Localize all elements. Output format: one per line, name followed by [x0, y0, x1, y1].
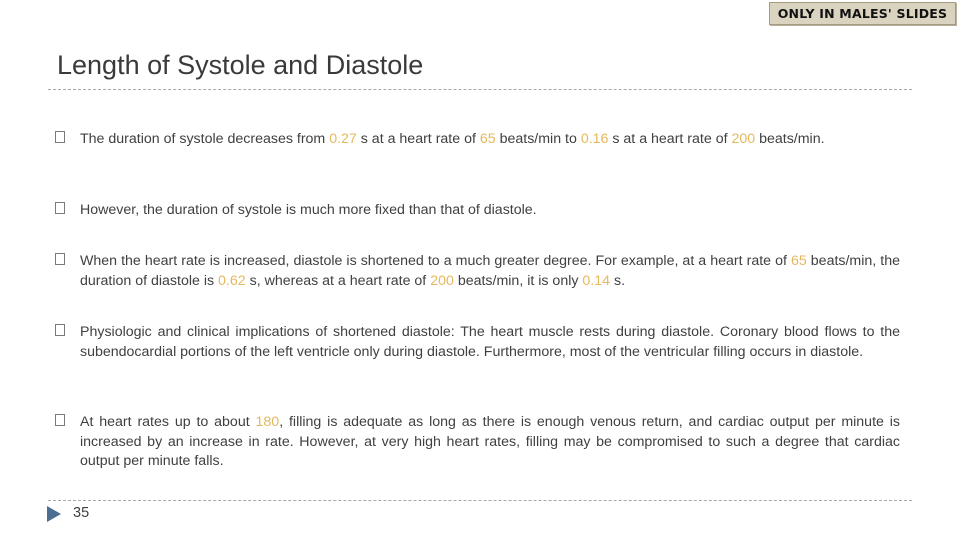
bullet-text-segment: s at a heart rate of	[608, 131, 732, 147]
footer-arrow-icon	[47, 506, 61, 522]
bullet-marker-icon	[55, 414, 65, 426]
bullet-item	[55, 413, 900, 472]
bullet-item	[55, 323, 900, 362]
bullet-text-segment: s at a heart rate of	[356, 131, 480, 147]
highlighted-value: 0.62	[218, 272, 246, 289]
bullet-item	[55, 252, 900, 291]
bullet-text-segment: s, whereas at a heart rate of	[245, 272, 431, 289]
slide-title: Length of Systole and Diastole	[57, 50, 424, 80]
highlighted-value: 0.16	[580, 131, 609, 147]
bullet-text	[80, 323, 900, 362]
highlighted-value: 65	[479, 131, 496, 147]
title-divider	[48, 89, 912, 90]
bullet-text	[80, 130, 900, 150]
bullet-marker-icon	[55, 253, 65, 265]
highlighted-value: 65	[790, 253, 807, 269]
highlighted-value: 200	[430, 272, 454, 289]
bullet-marker-icon	[55, 202, 65, 214]
bullet-text-segment: s.	[610, 272, 626, 289]
bullet-text-segment: beats/min.	[755, 131, 825, 147]
bullet-item	[55, 130, 900, 150]
highlighted-value: 200	[731, 131, 756, 147]
bullet-marker-icon	[55, 131, 65, 143]
page-number: 35	[73, 505, 90, 521]
highlighted-value: 0.27	[329, 131, 357, 147]
highlighted-value: 0.14	[582, 272, 611, 289]
bullet-text	[80, 252, 900, 291]
only-in-males-slides-badge: ONLY IN MALES' SLIDES	[769, 2, 956, 25]
bullet-text-segment: , filling is adequate as long as there is enough venous return, and cardiac output per minute is increased by an increase in rate. However, at very high heart rates, filling may be compromised to such a degree that cardiac output per minute falls.	[80, 414, 900, 470]
bullet-text-segment: beats/min to	[495, 131, 581, 147]
bullet-marker-icon	[55, 324, 65, 336]
bullet-text	[80, 201, 900, 221]
bullet-text-segment: When the heart rate is increased, diastole is shortened to a much greater degree. For example, at a heart rate of	[80, 253, 791, 269]
footer-divider	[48, 500, 912, 501]
bullet-text-segment: Physiologic and clinical implications of shortened diastole: The heart muscle rests during diastole. Coronary blood flows to the subendocardial portions of the left ventricle only during diastole. Furthermore, most of the ventricular filling occurs in diastole.	[80, 324, 900, 360]
bullet-text-segment: However, the duration of systole is much more fixed than that of diastole.	[80, 202, 537, 218]
bullet-text-segment: At heart rates up to about	[80, 414, 256, 430]
bullet-item	[55, 201, 900, 221]
bullet-text	[80, 413, 900, 472]
bullet-text-segment: beats/min, the duration of diastole is	[80, 253, 900, 289]
bullet-text-segment: beats/min, it is only	[453, 272, 583, 289]
highlighted-value: 180	[255, 414, 280, 430]
bullet-text-segment: The duration of systole decreases from	[80, 131, 330, 147]
